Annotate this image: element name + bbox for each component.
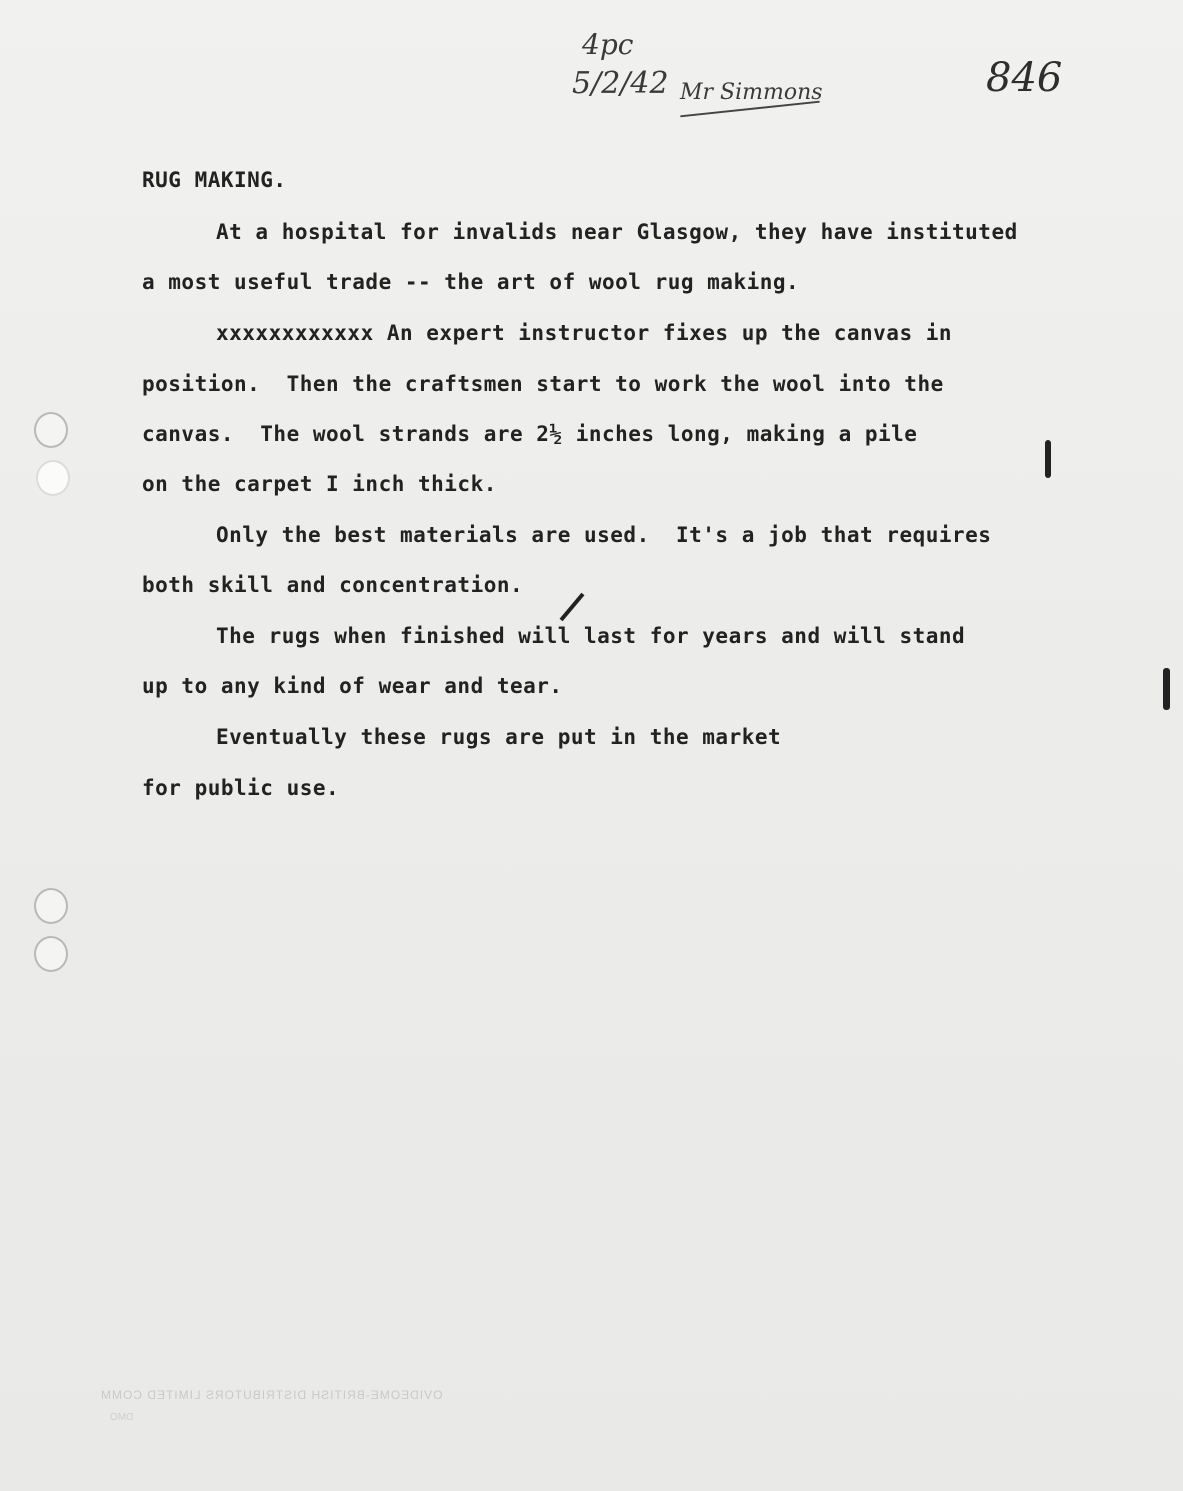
- handwritten-name: Mr Simmons: [680, 80, 823, 105]
- body-line: up to any kind of wear and tear.: [142, 674, 563, 698]
- body-line: both skill and concentration.: [142, 573, 524, 597]
- punch-hole: [34, 936, 68, 972]
- body-line: for public use.: [142, 776, 340, 800]
- correction-slash-mark: [560, 593, 585, 622]
- body-line: position. Then the craftsmen start to work the wool into the: [142, 372, 944, 396]
- body-line: Only the best materials are used. It's a job that requires: [216, 523, 992, 547]
- punch-hole: [34, 888, 68, 924]
- bleed-through-code: DMO: [110, 1412, 134, 1423]
- body-line: canvas. The wool strands are 2½ inches long, making a pile: [142, 422, 918, 446]
- margin-ink-mark: [1045, 440, 1051, 478]
- handwritten-date: 5/2/42: [572, 66, 669, 101]
- document-title: RUG MAKING.: [142, 168, 287, 192]
- body-line: Eventually these rugs are put in the market: [216, 725, 782, 749]
- body-line: The rugs when finished will last for years and will stand: [216, 624, 966, 648]
- body-line: xxxxxxxxxxxx An expert instructor fixes up the canvas in: [216, 321, 953, 345]
- body-line: At a hospital for invalids near Glasgow, they have instituted: [216, 220, 1018, 244]
- handwritten-note-line1: 4pc: [582, 28, 634, 61]
- punch-hole: [34, 412, 68, 448]
- body-line: a most useful trade -- the art of wool rug making.: [142, 270, 800, 294]
- punch-hole: [36, 460, 70, 496]
- bleed-through-stamp: OVIDEOME-BRITISH DISTRIBUTORS LIMITED COMM: [100, 1388, 443, 1402]
- margin-ink-mark: [1163, 668, 1170, 710]
- body-line: on the carpet I inch thick.: [142, 472, 497, 496]
- page-number: 846: [986, 55, 1063, 101]
